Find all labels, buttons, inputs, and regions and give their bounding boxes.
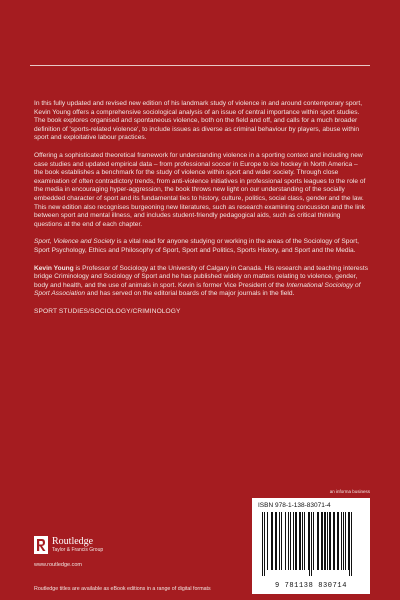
blurb-paragraph-1: In this fully updated and revised new edition of his landmark study of violence in and around contemporary sport, Kevin Young offers a comprehensive sociological analysis of an issue of central importance within sport studies. The book explores organised and spontaneous violence, both on the field and off, and calls for a much broader definition of 'sports-related violence', to include issues as diverse as criminal behaviour by players, abuse within sport and exploitative labour practices. [34, 100, 363, 142]
subject-category: SPORT STUDIES/SOCIOLOGY/CRIMINOLOGY [34, 307, 181, 315]
informa-tagline: an informa business [329, 489, 370, 494]
publisher-name: Routledge [52, 536, 94, 547]
book-title-italic: Sport, Violence and Society [34, 238, 115, 246]
publisher-text [52, 537, 103, 553]
publisher-group: Taylor & Francis Group [52, 547, 104, 553]
isbn-label: ISBN 978-1-138-83071-4 [258, 502, 331, 509]
ebook-note: Routledge titles are available as eBook editions in a range of digital formats [34, 586, 211, 592]
author-bio-text-a: is Professor of Sociology at the University of Calgary in Canada. His research and teaching interests bridge Criminology and Sociology of Sport and he has published widely on matters relating to violence, gender, body and health, and the use of animals in sport. Kevin is former Vice President of the [34, 264, 368, 289]
isbn-digits: 9 781138 830714 [274, 582, 347, 590]
isbn-barcode-box [252, 498, 370, 594]
publisher-logo [34, 536, 103, 554]
association-name: International Sociology of Sport Association [34, 281, 361, 298]
author-bio [34, 265, 368, 299]
barcode-icon [258, 512, 364, 576]
publisher-website: www.routledge.com [34, 562, 82, 568]
author-bio-text-b: and has served on the editorial boards of the major journals in the field. [85, 290, 295, 298]
blurb-paragraph-2: Offering a sophisticated theoretical framework for understanding violence in a sporting context and including new case studies and updated empirical data – from professional soccer in Europe to ice hockey in North America – the book establishes a benchmark for the study of violence within sport and wider society. Through close examination of often contradictory trends, from anti-violence initiatives in professional sports leagues to the role of the media in encouraging hyper-aggression, the book throws new light on our understanding of the socially embedded character of sport and its fundamental ties to history, culture, politics, social class, gender and the law. This new edition also recognises burgeoning new literatures, such as research examining concussion and the link between sport and mental illness, and includes student-friendly pedagogical aids, such as critical thinking questions at the end of each chapter. [34, 151, 366, 228]
cover-blurb [34, 100, 368, 325]
routledge-r-icon [34, 536, 48, 554]
top-divider [30, 65, 370, 66]
blurb-paragraph-3 [34, 238, 368, 255]
blurb-paragraph-3-text: is a vital read for anyone studying or working in the areas of the Sociology of Sport, Sport Psychology, Ethics and Philosophy of Sport, Sport and Politics, Sports History, and Sport and the Media. [34, 238, 359, 254]
author-name: Kevin Young [34, 264, 74, 272]
cover-footer [34, 444, 370, 594]
